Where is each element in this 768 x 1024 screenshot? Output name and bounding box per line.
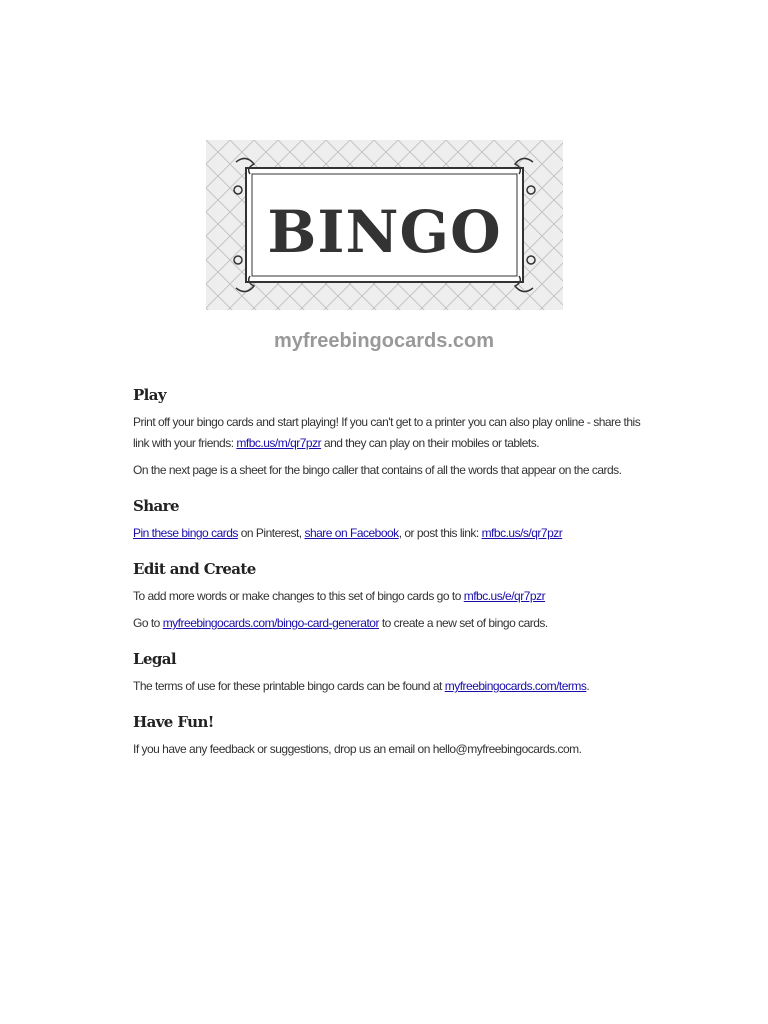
share-text-2: , or post this link:: [398, 526, 482, 540]
site-name: myfreebingocards.com: [273, 330, 495, 352]
play-link[interactable]: mfbc.us/m/qr7pzr: [236, 436, 322, 450]
play-text-end: and they can play on their mobiles or tablets.: [321, 436, 540, 450]
share-paragraph: [133, 523, 653, 544]
legal-text-end: .: [586, 679, 590, 693]
share-text-1: on Pinterest,: [237, 526, 305, 540]
fun-section: [133, 713, 653, 760]
edit-paragraph-1: [133, 586, 653, 607]
terms-link[interactable]: myfreebingocards.com/terms: [444, 679, 587, 693]
fun-heading: Have Fun!: [133, 713, 214, 731]
edit-link[interactable]: mfbc.us/e/qr7pzr: [463, 589, 546, 603]
share-section: [133, 497, 653, 544]
legal-section: [133, 650, 653, 697]
generator-text: Go to: [133, 616, 163, 630]
bingo-banner-art: [206, 140, 563, 310]
share-link[interactable]: mfbc.us/s/qr7pzr: [481, 526, 563, 540]
generator-text-end: to create a new set of bingo cards.: [378, 616, 548, 630]
play-paragraph-1: [133, 412, 653, 454]
edit-section: [133, 560, 653, 634]
legal-paragraph: [133, 676, 653, 697]
share-heading: Share: [133, 497, 179, 515]
edit-heading: Edit and Create: [133, 560, 256, 578]
legal-text: The terms of use for these printable bingo cards can be found at: [133, 679, 445, 693]
legal-heading: Legal: [133, 650, 176, 668]
play-text: Print off your bingo cards and start playing! If you can't get to a printer you can also play online - share this link with your friends:: [133, 415, 641, 450]
bingo-title: BINGO: [267, 198, 502, 266]
instructions: [133, 386, 653, 776]
facebook-link[interactable]: share on Facebook: [304, 526, 399, 540]
edit-text: To add more words or make changes to this set of bingo cards go to: [133, 589, 464, 603]
pinterest-link[interactable]: Pin these bingo cards: [133, 526, 238, 540]
bingo-banner: [206, 140, 563, 310]
generator-link[interactable]: myfreebingocards.com/bingo-card-generator: [162, 616, 379, 630]
play-paragraph-2: On the next page is a sheet for the bingo caller that contains of all the words that appear on the cards.: [133, 463, 622, 477]
edit-paragraph-2: [133, 613, 653, 634]
fun-paragraph: If you have any feedback or suggestions, drop us an email on hello@myfreebingocards.com.: [133, 742, 582, 756]
play-section: [133, 386, 653, 481]
play-heading: Play: [133, 386, 167, 404]
